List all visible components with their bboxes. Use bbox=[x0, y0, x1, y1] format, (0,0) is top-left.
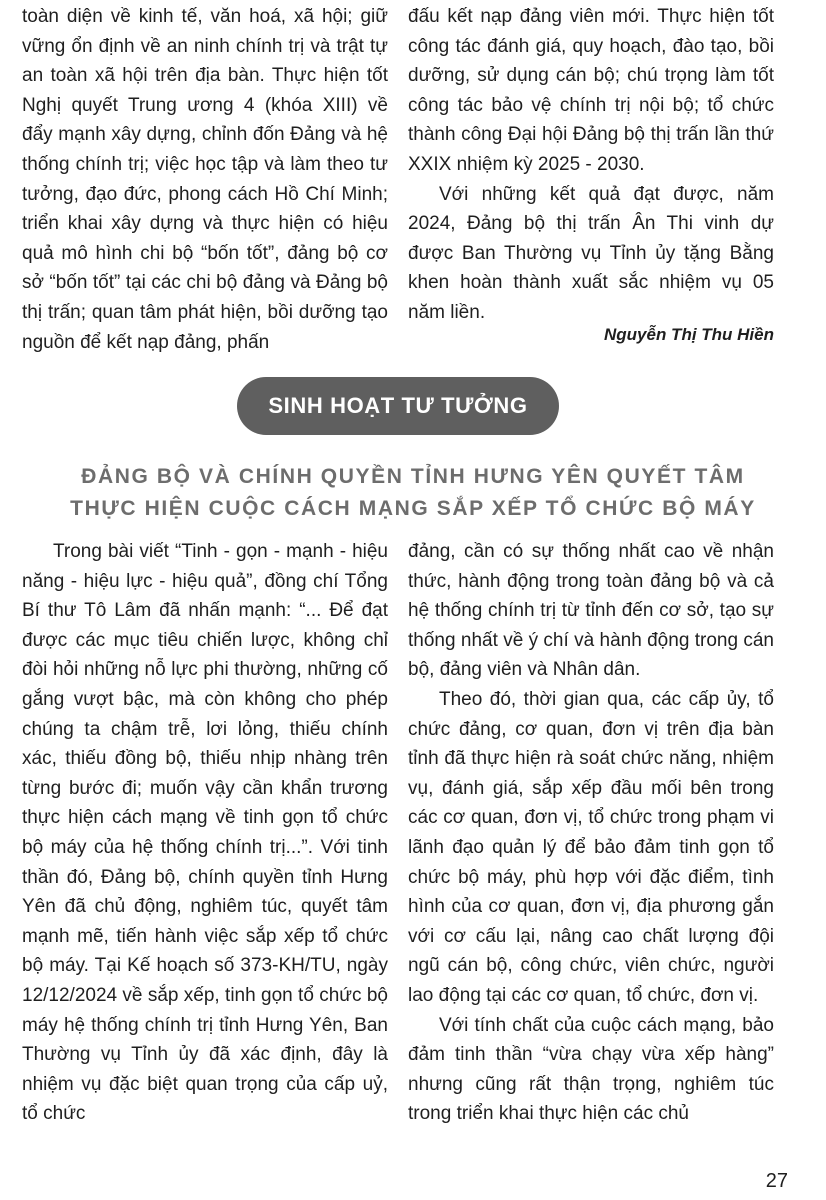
bottom-right-column bbox=[408, 537, 774, 1129]
body-paragraph: Với tính chất của cuộc cách mạng, bảo đảm tinh thần “vừa chạy vừa xếp hàng” nhưng cũng rất thận trọng, nghiêm túc trong triển khai thực hiện các chủ bbox=[408, 1014, 774, 1125]
top-right-column bbox=[408, 2, 774, 328]
article-headline bbox=[30, 461, 796, 525]
headline-line-2: THỰC HIỆN CUỘC CÁCH MẠNG SẮP XẾP TỔ CHỨC BỘ MÁY bbox=[70, 497, 756, 520]
body-paragraph: toàn diện về kinh tế, văn hoá, xã hội; giữ vững ổn định về an ninh chính trị và trật tự an toàn xã hội trên địa bàn. Thực hiện tốt Nghị quyết Trung ương 4 (khóa XIII) về đẩy mạnh xây dựng, chỉnh đốn Đảng và hệ thống chính trị; việc học tập và làm theo tư tưởng, đạo đức, phong cách Hồ Chí Minh; triển khai xây dựng và thực hiện có hiệu quả mô hình chi bộ “bốn tốt”, đảng bộ cơ sở “bốn tốt” tại các chi bộ đảng và Đảng bộ thị trấn; quan tâm phát hiện, bồi dưỡng tạo nguồn để kết nạp đảng, phấn bbox=[22, 6, 388, 353]
article-author: Nguyễn Thị Thu Hiền bbox=[604, 325, 774, 344]
body-paragraph: Với những kết quả đạt được, năm 2024, Đảng bộ thị trấn Ân Thi vinh dự được Ban Thường vụ Tỉnh ủy tặng Bằng khen hoàn thành xuất sắc nhiệm vụ 05 năm liền. bbox=[408, 183, 774, 323]
page-number: 27 bbox=[765, 1170, 788, 1192]
section-label-text: SINH HOẠT TƯ TƯỞNG bbox=[268, 393, 528, 418]
bottom-left-column bbox=[22, 537, 388, 1129]
headline-line-1: ĐẢNG BỘ VÀ CHÍNH QUYỀN TỈNH HƯNG YÊN QUYẾT TÂM bbox=[81, 465, 745, 488]
body-paragraph: đấu kết nạp đảng viên mới. Thực hiện tốt công tác đánh giá, quy hoạch, đào tạo, bồi dưỡng, sử dụng cán bộ; chú trọng làm tốt công tác bảo vệ chính trị nội bộ; tổ chức thành công Đại hội Đảng bộ thị trấn lần thứ XXIX nhiệm kỳ 2025 - 2030. bbox=[408, 6, 774, 175]
body-paragraph: đảng, cần có sự thống nhất cao về nhận thức, hành động trong toàn đảng bộ và cả hệ thống chính trị từ tỉnh đến cơ sở, tạo sự thống nhất về ý chí và hành động trong cán bộ, đảng viên và Nhân dân. bbox=[408, 541, 774, 681]
body-paragraph: Theo đó, thời gian qua, các cấp ủy, tổ chức đảng, cơ quan, đơn vị trên địa bàn tỉnh đã thực hiện rà soát chức năng, nhiệm vụ, đánh giá, sắp xếp đầu mối bên trong các cơ quan, đơn vị, tổ chức trong phạm vi lãnh đạo quản lý để bảo đảm tinh gọn tổ chức bộ máy, phù hợp với đặc điểm, tình hình của cơ quan, đơn vị, địa phương gắn với cơ cấu lại, nâng cao chất lượng đội ngũ cán bộ, công chức, viên chức, người lao động tại các cơ quan, tổ chức, đơn vị. bbox=[408, 688, 774, 1006]
top-left-column bbox=[22, 2, 388, 357]
section-label bbox=[237, 377, 559, 435]
body-paragraph: Trong bài viết “Tinh - gọn - mạnh - hiệu năng - hiệu lực - hiệu quả”, đồng chí Tổng Bí thư Tô Lâm đã nhấn mạnh: “... Để đạt được các mục tiêu chiến lược, không chỉ đòi hỏi những nỗ lực phi thường, những cố gắng vượt bậc, mà còn không cho phép chúng ta chậm trễ, lơi lỏng, thiếu chính xác, thiếu đồng bộ, thiếu nhịp nhàng trên từng bước đi; muốn vậy cần khẩn trương thực hiện cách mạng về tinh gọn tổ chức bộ máy của hệ thống chính trị...”. Với tinh thần đó, Đảng bộ, chính quyền tỉnh Hưng Yên đã chủ động, nghiêm túc, quyết tâm mạnh mẽ, tiến hành việc sắp xếp tổ chức bộ máy. Tại Kế hoạch số 373-KH/TU, ngày 12/12/2024 về sắp xếp, tinh gọn tổ chức bộ máy hệ thống chính trị tỉnh Hưng Yên, Ban Thường vụ Tỉnh ủy đã xác định, đây là nhiệm vụ đặc biệt quan trọng của cấp uỷ, tổ chức bbox=[22, 541, 388, 1125]
